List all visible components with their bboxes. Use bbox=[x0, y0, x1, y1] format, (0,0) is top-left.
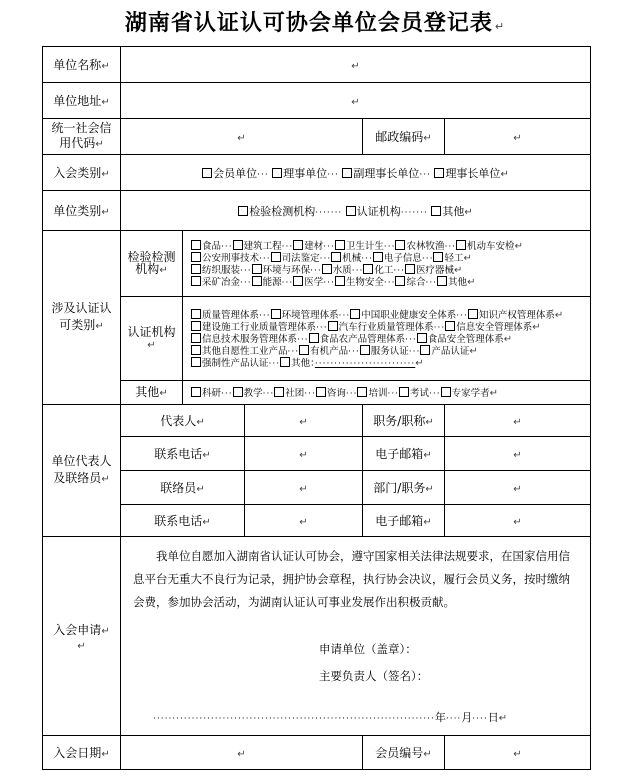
declaration-text: 我单位自愿加入湖南省认证认可协会，遵守国家相关法律法规要求，在国家信用信息平台无重大不良行为记录，拥护协会章程，执行协会决议，履行会员义务，按时缴纳会费，参加协会活动，为湖南认证认可事业发展作出积极贡献。 bbox=[133, 549, 570, 609]
checkbox-icon bbox=[191, 387, 201, 397]
scope-inspection-option[interactable]: 环境与环保 bbox=[252, 265, 311, 276]
checkbox-icon bbox=[433, 252, 443, 262]
credit-code-field[interactable]: ↵ bbox=[121, 119, 363, 155]
scope-other-line: 科研··· 教学··· 社团··· 咨询··· 培训··· 考试··· 专家学者↵ bbox=[191, 387, 590, 399]
scope-inspection-line: 采矿冶金··· 能源··· 医学··· 生物安全··· 综合··· 其他↵ bbox=[191, 276, 590, 288]
checkbox-icon bbox=[309, 333, 319, 343]
scope-inspection-option[interactable]: 卫生计生 bbox=[335, 241, 384, 252]
unit-type-options: 检验检测机构······· 认证机构······· 其他↵ bbox=[121, 191, 591, 231]
checkbox-icon bbox=[437, 276, 447, 286]
checkbox-icon bbox=[252, 264, 262, 274]
scope-inspection-options bbox=[183, 231, 591, 297]
checkbox-icon bbox=[252, 276, 262, 286]
checkbox-icon bbox=[357, 387, 367, 397]
rep-label: 单位代表人及联络员↵ bbox=[43, 405, 121, 537]
date-line[interactable]: ·········································································年····月····日↵ bbox=[153, 711, 508, 724]
checkbox-icon bbox=[399, 387, 409, 397]
postal-code-field[interactable]: ↵ bbox=[445, 119, 591, 155]
scope-inspection-option[interactable]: 公安刑事技术 bbox=[191, 253, 259, 264]
checkbox-icon bbox=[191, 321, 201, 331]
checkbox-icon bbox=[191, 357, 201, 367]
scope-inspection-option[interactable]: 采矿冶金 bbox=[191, 277, 240, 288]
member-type-option[interactable]: 会员单位 bbox=[202, 167, 257, 180]
scope-inspection-label: 检验检测机构↵ bbox=[121, 231, 183, 297]
checkbox-icon bbox=[350, 309, 360, 319]
checkbox-icon bbox=[271, 252, 281, 262]
scope-inspection-option[interactable]: 纺织服装 bbox=[191, 265, 240, 276]
rep-field-label: 联系电话↵ bbox=[121, 505, 245, 537]
scope-other-option[interactable]: 科研 bbox=[191, 388, 221, 399]
scope-cert-option[interactable]: 建设施工行业质量管理体系 bbox=[191, 322, 316, 333]
scope-cert-option[interactable]: 信息技术服务管理体系 bbox=[191, 334, 297, 345]
member-type-label: 入会类别↵ bbox=[43, 155, 121, 191]
scope-other-label: 其他↵ bbox=[121, 381, 183, 405]
member-type-option[interactable]: 副理事长单位 bbox=[342, 167, 419, 180]
rep-field-label: 代表人↵ bbox=[121, 405, 245, 437]
scope-inspection-option[interactable]: 医疗器械 bbox=[405, 265, 454, 276]
applicant-sign[interactable]: 申请单位（盖章）： bbox=[319, 642, 417, 656]
scope-cert-option[interactable]: 食品农产品管理体系 bbox=[309, 334, 406, 345]
checkbox-icon bbox=[335, 276, 345, 286]
checkbox-icon bbox=[328, 321, 338, 331]
checkbox-icon bbox=[191, 345, 201, 355]
checkbox-icon bbox=[468, 309, 478, 319]
checkbox-icon bbox=[342, 168, 352, 178]
scope-cert-option[interactable]: 环境管理体系 bbox=[271, 310, 339, 321]
scope-inspection-option[interactable]: 食品 bbox=[191, 241, 221, 252]
scope-cert-option[interactable]: 其他： bbox=[280, 358, 315, 369]
scope-inspection-option[interactable]: 机械 bbox=[331, 253, 361, 264]
declaration-block bbox=[121, 537, 591, 736]
member-type-option[interactable]: 理事长单位 bbox=[434, 167, 500, 180]
scope-inspection-option[interactable]: 水质 bbox=[322, 265, 352, 276]
scope-other-option[interactable]: 培训 bbox=[357, 388, 387, 399]
checkbox-icon bbox=[331, 252, 341, 262]
checkbox-icon bbox=[191, 240, 201, 250]
checkbox-icon bbox=[316, 387, 326, 397]
checkbox-icon bbox=[363, 264, 373, 274]
rep-field-value[interactable]: ↵ bbox=[245, 505, 363, 537]
checkbox-icon bbox=[441, 387, 451, 397]
paragraph-mark-icon: ↵ bbox=[494, 20, 506, 33]
checkbox-icon bbox=[238, 206, 248, 216]
scope-cert-option[interactable]: 强制性产品认证 bbox=[191, 358, 269, 369]
scope-cert-option[interactable]: 信息安全管理体系 bbox=[445, 322, 532, 333]
rep-field-value[interactable]: ↵ bbox=[245, 471, 363, 505]
scope-cert-option[interactable]: 其他自愿性工业产品 bbox=[191, 346, 288, 357]
scope-cert-line: 建设施工行业质量管理体系··· 汽车行业质量管理体系··· 信息安全管理体系↵ bbox=[191, 321, 590, 333]
scope-cert-line: 其他自愿性工业产品··· 有机产品··· 服务认证··· 产品认证↵ bbox=[191, 345, 590, 357]
rep-field-label: 电子邮箱↵ bbox=[363, 437, 445, 471]
scope-inspection-option[interactable]: 化工 bbox=[363, 265, 393, 276]
scope-other-option[interactable]: 咨询 bbox=[316, 388, 346, 399]
scope-other-options bbox=[183, 381, 591, 405]
apply-label: 入会申请↵ ↵ bbox=[43, 537, 121, 736]
principal-sign[interactable]: 主要负责人（签名）： bbox=[319, 669, 429, 683]
unit-type-label: 单位类别↵ bbox=[43, 191, 121, 231]
checkbox-icon bbox=[434, 168, 444, 178]
scope-inspection-option[interactable]: 建材 bbox=[293, 241, 323, 252]
rep-field-value[interactable]: ↵ bbox=[245, 437, 363, 471]
scope-cert-line: 质量管理体系··· 环境管理体系··· 中国职业健康安全体系··· 知识产权管理体系↵ bbox=[191, 309, 590, 321]
unit-name-label: 单位名称↵ bbox=[43, 47, 121, 83]
rep-field-label: 联系电话↵ bbox=[121, 437, 245, 471]
unit-address-label: 单位地址↵ bbox=[43, 83, 121, 119]
scope-inspection-option[interactable]: 电子信息 bbox=[373, 253, 422, 264]
checkbox-icon bbox=[202, 168, 212, 178]
unit-type-option[interactable]: 其他 bbox=[431, 205, 464, 218]
rep-field-value[interactable]: ↵ bbox=[445, 405, 591, 437]
scope-other-option[interactable]: 考试 bbox=[399, 388, 429, 399]
checkbox-icon bbox=[293, 240, 303, 250]
checkbox-icon bbox=[346, 206, 356, 216]
checkbox-icon bbox=[271, 309, 281, 319]
scope-inspection-option[interactable]: 建筑工程 bbox=[233, 241, 282, 252]
checkbox-icon bbox=[405, 264, 415, 274]
checkbox-icon bbox=[191, 309, 201, 319]
scope-cert-option[interactable]: 食品安全管理体系 bbox=[417, 334, 504, 345]
checkbox-icon bbox=[191, 252, 201, 262]
unit-address-field[interactable]: ↵ bbox=[121, 83, 591, 119]
scope-inspection-option[interactable]: 能源 bbox=[252, 277, 282, 288]
join-date-field[interactable]: ↵ bbox=[121, 736, 363, 770]
rep-field-value[interactable]: ↵ bbox=[445, 505, 591, 537]
checkbox-icon bbox=[299, 345, 309, 355]
checkbox-icon bbox=[191, 276, 201, 286]
scope-cert-option[interactable]: 产品认证 bbox=[420, 346, 469, 357]
scope-cert-option[interactable]: 汽车行业质量管理体系 bbox=[328, 322, 434, 333]
scope-inspection-line: 纺织服装··· 环境与环保··· 水质··· 化工··· 医疗器械↵ bbox=[191, 264, 590, 276]
scope-inspection-option[interactable]: 医学 bbox=[293, 277, 323, 288]
scope-cert-option[interactable]: 有机产品 bbox=[299, 346, 348, 357]
scope-inspection-line: 公安刑事技术··· 司法鉴定··· 机械··· 电子信息··· 轻工↵ bbox=[191, 252, 590, 264]
unit-name-field[interactable]: ↵ bbox=[121, 47, 591, 83]
checkbox-icon bbox=[445, 321, 455, 331]
registration-form bbox=[42, 46, 591, 770]
scope-inspection-option[interactable]: 综合 bbox=[395, 277, 425, 288]
scope-cert-option[interactable]: 质量管理体系 bbox=[191, 310, 259, 321]
scope-cert-line: 信息技术服务管理体系··· 食品农产品管理体系··· 食品安全管理体系↵ bbox=[191, 333, 590, 345]
scope-inspection-option[interactable]: 其他 bbox=[437, 277, 467, 288]
checkbox-icon bbox=[420, 345, 430, 355]
page-title: 湖南省认证认可协会单位会员登记表 ↵ bbox=[124, 11, 506, 36]
rep-field-label: 职务/职称↵ bbox=[363, 405, 445, 437]
postal-code-label: 邮政编码↵ bbox=[363, 119, 445, 155]
checkbox-icon bbox=[395, 276, 405, 286]
scope-other-option[interactable]: 专家学者 bbox=[441, 388, 490, 399]
scope-inspection-line: 食品··· 建筑工程··· 建材··· 卫生计生··· 农林牧渔··· 机动车安检↵ bbox=[191, 240, 590, 252]
checkbox-icon bbox=[322, 264, 332, 274]
checkbox-icon bbox=[274, 387, 284, 397]
checkbox-icon bbox=[272, 168, 282, 178]
checkbox-icon bbox=[293, 276, 303, 286]
checkbox-icon bbox=[233, 387, 243, 397]
scope-cert-label: 认证机构↵ bbox=[121, 297, 183, 381]
rep-field-label: 联络员↵ bbox=[121, 471, 245, 505]
rep-field-value[interactable]: ↵ bbox=[445, 437, 591, 471]
member-type-option[interactable]: 理事单位 bbox=[272, 167, 327, 180]
credit-code-label: 统一社会信用代码↵ bbox=[43, 119, 121, 155]
checkbox-icon bbox=[233, 240, 243, 250]
checkbox-icon bbox=[360, 345, 370, 355]
scope-inspection-option[interactable]: 轻工 bbox=[433, 253, 463, 264]
rep-field-label: 部门/职务↵ bbox=[363, 471, 445, 505]
member-no-label: 会员编号↵ bbox=[363, 736, 445, 770]
scope-cert-options bbox=[183, 297, 591, 381]
checkbox-icon bbox=[191, 264, 201, 274]
scope-inspection-option[interactable]: 司法鉴定 bbox=[271, 253, 320, 264]
checkbox-icon bbox=[417, 333, 427, 343]
member-no-field[interactable]: ↵ bbox=[445, 736, 591, 770]
rep-field-value[interactable]: ↵ bbox=[245, 405, 363, 437]
scope-cert-line: 强制性产品认证··· 其他：··························↵ bbox=[191, 357, 590, 369]
scope-label: 涉及认证认可类别↵ bbox=[43, 231, 121, 405]
scope-other-option[interactable]: 教学 bbox=[233, 388, 263, 399]
unit-type-option[interactable]: 认证机构 bbox=[346, 205, 401, 218]
scope-inspection-option[interactable]: 生物安全 bbox=[335, 277, 384, 288]
checkbox-icon bbox=[280, 357, 290, 367]
scope-inspection-option[interactable]: 机动车安检 bbox=[456, 241, 515, 252]
checkbox-icon bbox=[395, 240, 405, 250]
join-date-label: 入会日期↵ bbox=[43, 736, 121, 770]
scope-cert-option[interactable]: 中国职业健康安全体系 bbox=[350, 310, 456, 321]
scope-cert-option[interactable]: 服务认证 bbox=[360, 346, 409, 357]
checkbox-icon bbox=[335, 240, 345, 250]
unit-type-option[interactable]: 检验检测机构 bbox=[238, 205, 315, 218]
checkbox-icon bbox=[456, 240, 466, 250]
checkbox-icon bbox=[191, 333, 201, 343]
checkbox-icon bbox=[431, 206, 441, 216]
scope-cert-option[interactable]: 知识产权管理体系 bbox=[468, 310, 555, 321]
rep-field-label: 电子邮箱↵ bbox=[363, 505, 445, 537]
rep-field-value[interactable]: ↵ bbox=[445, 471, 591, 505]
scope-other-option[interactable]: 社团 bbox=[274, 388, 304, 399]
member-type-options: 会员单位··· 理事单位··· 副理事长单位··· 理事长单位↵ bbox=[121, 155, 591, 191]
checkbox-icon bbox=[373, 252, 383, 262]
scope-inspection-option[interactable]: 农林牧渔 bbox=[395, 241, 444, 252]
